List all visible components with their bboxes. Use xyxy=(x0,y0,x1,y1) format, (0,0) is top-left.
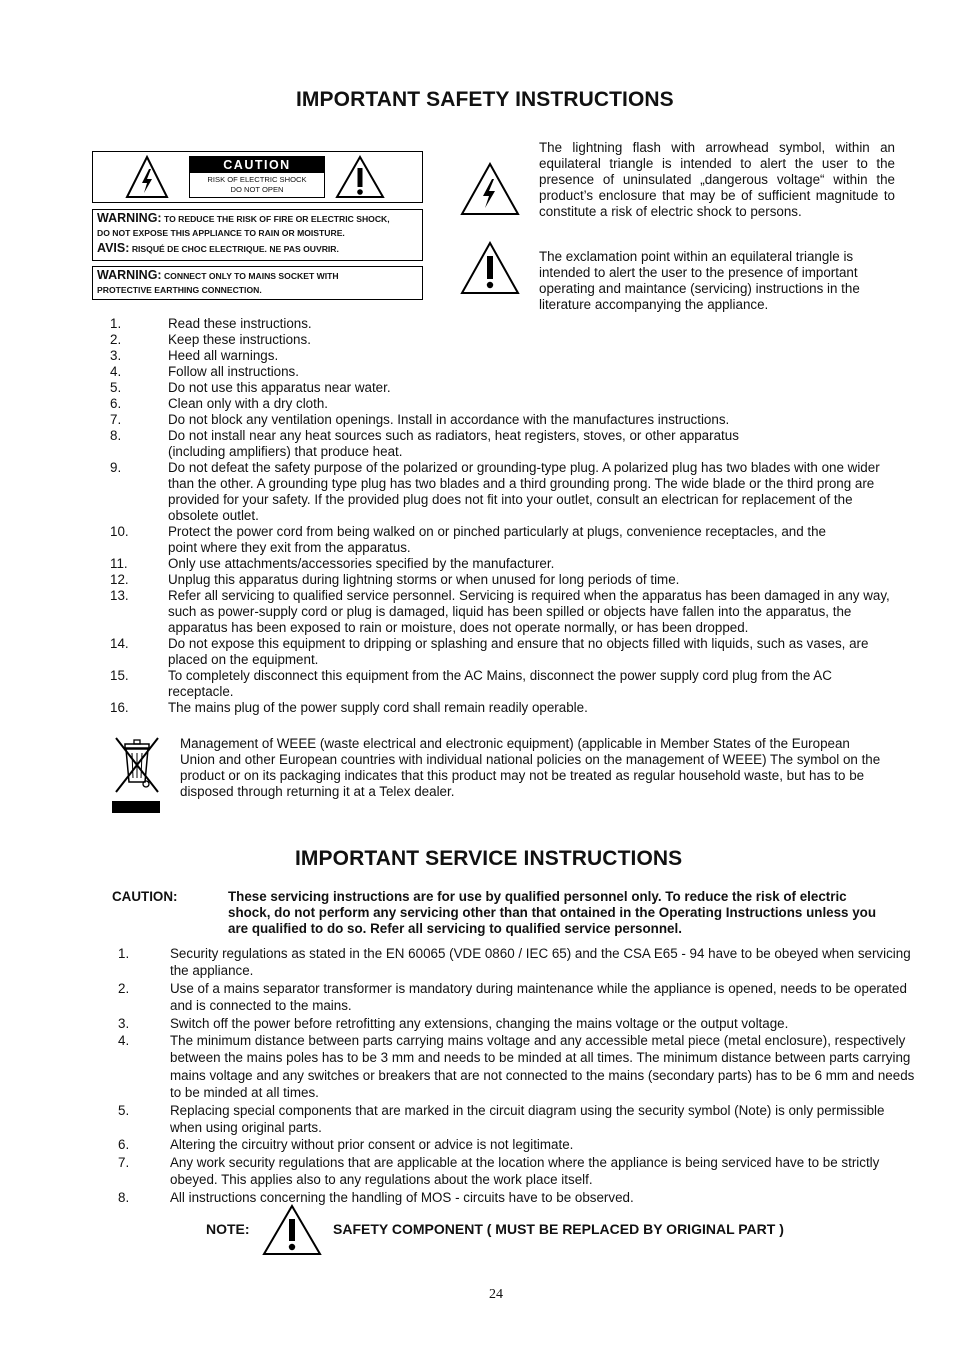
list-item xyxy=(110,332,900,348)
list-item xyxy=(112,1189,918,1206)
item-number: 9. xyxy=(110,460,122,475)
item-number: 10. xyxy=(110,524,129,539)
item-number: 15. xyxy=(110,668,129,683)
caution-label-box xyxy=(92,151,423,203)
warning1-line1 xyxy=(97,213,390,225)
item-number: 2. xyxy=(118,980,130,996)
item-text: Heed all warnings. xyxy=(168,348,279,363)
warning2-text1: CONNECT ONLY TO MAINS SOCKET WITH xyxy=(163,271,339,281)
list-item xyxy=(110,428,900,460)
item-number: 8. xyxy=(110,428,122,443)
item-text: Read these instructions. xyxy=(168,316,312,331)
item-number: 1. xyxy=(118,946,130,961)
service-caution-text: These servicing instructions are for use by qualified personnel only. To reduce the risk of electric shock, do not perform any servicing other than that ontained in the Operating Instructions unless you are qualified to do so. Refer all servicing to qualified service personnel. xyxy=(228,889,877,936)
list-item xyxy=(112,945,918,980)
item-number: 7. xyxy=(118,1154,130,1170)
item-number: 16. xyxy=(110,700,129,715)
item-text: Do not block any ventilation openings. Install in accordance with the manufactures instructions. xyxy=(168,412,730,427)
item-text: Protect the power cord from being walked on or pinched particularly at plugs, convenience receptacles, and the point where they exit from the apparatus. xyxy=(168,524,827,555)
item-number: 6. xyxy=(118,1137,130,1153)
caution-banner xyxy=(189,156,325,198)
list-item xyxy=(110,524,900,556)
list-item xyxy=(112,1102,918,1137)
warning2-text2: PROTECTIVE EARTHING CONNECTION. xyxy=(97,285,262,295)
list-item xyxy=(110,588,900,636)
item-text: All instructions concerning the handling of MOS - circuits have to be observed. xyxy=(170,1189,634,1205)
list-item xyxy=(110,380,900,396)
caution-sub2: DO NOT OPEN xyxy=(230,185,284,194)
item-number: 1. xyxy=(110,316,122,331)
warning1-text2: DO NOT EXPOSE THIS APPLIANCE TO RAIN OR MOISTURE. xyxy=(97,228,345,238)
item-text: The mains plug of the power supply cord shall remain readily operable. xyxy=(168,700,588,715)
item-number: 3. xyxy=(110,348,122,363)
item-text: Clean only with a dry cloth. xyxy=(168,396,329,411)
list-item xyxy=(112,1015,918,1032)
avis-text: RISQUÉ DE CHOC ELECTRIQUE. NE PAS OUVRIR. xyxy=(131,244,339,254)
avis-label: AVIS: xyxy=(97,241,130,255)
list-item xyxy=(112,980,918,1015)
caution-sub1: RISK OF ELECTRIC SHOCK xyxy=(207,175,307,184)
item-text: Unplug this apparatus during lightning storms or when unused for long periods of time. xyxy=(168,572,680,587)
list-item xyxy=(112,1154,918,1189)
note-text: SAFETY COMPONENT ( MUST BE REPLACED BY ORIGINAL PART ) xyxy=(333,1221,784,1237)
item-text: To completely disconnect this equipment from the AC Mains, disconnect the power supply cord plug from the AC receptacle. xyxy=(168,668,832,699)
list-item xyxy=(110,556,900,572)
item-number: 12. xyxy=(110,572,129,587)
item-text: Use of a mains separator transformer is mandatory during maintenance while the appliance is opened, needs to be operated and is connected to the mains. xyxy=(170,980,907,1014)
item-text: Do not install near any heat sources such as radiators, heat registers, stoves, or other apparatus (including amplifiers) that produce heat. xyxy=(168,428,739,459)
item-number: 5. xyxy=(110,380,122,395)
warning1-label: WARNING: xyxy=(97,211,162,225)
item-text: Any work security regulations that are applicable at the location where the appliance is being serviced have to be strictly obeyed. This applies also to any regulations about the work place itself. xyxy=(170,1154,880,1188)
item-number: 14. xyxy=(110,636,129,651)
item-number: 3. xyxy=(118,1015,130,1031)
item-number: 11. xyxy=(110,556,128,571)
exclamation-explanation: The exclamation point within an equilateral triangle is intended to alert the user to the presence of important operating and maintance (servicing) instructions in the literature accompanying the appliance. xyxy=(539,249,860,312)
item-text: Do not defeat the safety purpose of the polarized or grounding-type plug. A polarized plug has two blades with one wider than the other. A grounding type plug has two blades and a third grounding prong. The wide blade or the third prong are provided for your safety. If the provided plug does not fit into your outlet, consult an electrican for replacement of the obsolete outlet. xyxy=(168,460,880,523)
item-text: Switch off the power before retrofitting any extensions, changing the mains voltage or the output voltage. xyxy=(170,1015,789,1031)
lightning-triangle-icon xyxy=(460,162,520,216)
list-item xyxy=(110,316,900,332)
list-item xyxy=(110,412,900,428)
list-item xyxy=(110,364,900,380)
item-number: 4. xyxy=(118,1033,130,1049)
avis-line xyxy=(97,243,339,255)
item-text: Follow all instructions. xyxy=(168,364,299,379)
item-text: Only use attachments/accessories specified by the manufacturer. xyxy=(168,556,555,571)
exclamation-triangle-icon xyxy=(460,241,520,295)
page-number: 24 xyxy=(489,1287,503,1302)
list-item xyxy=(112,1136,918,1153)
item-text: Do not expose this equipment to dripping or splashing and ensure that no objects filled with liquids, such as vases, are placed on the equipment. xyxy=(168,636,869,667)
list-item xyxy=(110,572,900,588)
list-item xyxy=(110,636,900,668)
lightning-explanation: The lightning flash with arrowhead symbol, within an equilateral triangle is intended to alert the user to the presence of uninsulated „dangerous voltage“ within the product’s enclosure that may be of sufficient magnitude to constitute a risk of electric shock to persons. xyxy=(539,140,895,219)
list-item xyxy=(110,396,900,412)
item-text: Do not use this apparatus near water. xyxy=(168,380,391,395)
warning-box-rain xyxy=(92,209,423,261)
item-text: Replacing special components that are marked in the circuit diagram using the security symbol (Note) is only permissible when using original parts. xyxy=(170,1102,885,1136)
warning2-label: WARNING: xyxy=(97,268,162,282)
warning-box-earthing xyxy=(92,266,423,300)
item-number: 5. xyxy=(118,1102,130,1118)
item-text: Keep these instructions. xyxy=(168,332,311,347)
item-number: 7. xyxy=(110,412,122,427)
item-text: Altering the circuitry without prior consent or advice is not legitimate. xyxy=(170,1137,574,1153)
caution-heading: CAUTION xyxy=(190,157,324,173)
service-title: IMPORTANT SERVICE INSTRUCTIONS xyxy=(295,847,683,870)
item-text: Security regulations as stated in the EN 60065 (VDE 0860 / IEC 65) and the CSA E65 - 94 have to be obeyed when servicing the appliance. xyxy=(170,946,911,979)
service-caution-label: CAUTION: xyxy=(112,889,178,904)
item-text: The minimum distance between parts carrying mains voltage and any accessible metal piece (metal enclosure), respectively between the mains poles has to be 3 mm and needs to be minded at all times. The minimum distance between parts carrying mains voltage and any switches or breakers that are not connected to the mains (secondary parts) has to be 6 mm and needs to be minded at all times. xyxy=(170,1033,915,1101)
safety-instructions-list xyxy=(110,316,900,716)
list-item xyxy=(112,1032,918,1102)
weee-crossed-bin-icon xyxy=(108,734,164,816)
item-number: 4. xyxy=(110,364,122,379)
item-number: 6. xyxy=(110,396,122,411)
list-item xyxy=(110,348,900,364)
note-label: NOTE: xyxy=(206,1221,250,1237)
item-number: 13. xyxy=(110,588,129,603)
service-instructions-list xyxy=(112,945,918,1206)
item-number: 8. xyxy=(118,1189,130,1205)
list-item xyxy=(110,668,900,700)
safety-exclamation-icon xyxy=(262,1204,322,1256)
warning1-text1: TO REDUCE THE RISK OF FIRE OR ELECTRIC SHOCK, xyxy=(163,214,390,224)
exclamation-icon xyxy=(335,155,385,199)
warning2-line1 xyxy=(97,270,339,282)
list-item xyxy=(110,460,900,524)
list-item xyxy=(110,700,900,716)
item-number: 2. xyxy=(110,332,122,347)
weee-text: Management of WEEE (waste electrical and electronic equipment) (applicable in Member States of the European Union and other European countries with individual national policies on the management of WEEE) The symbol on the product or on its packaging indicates that this product may not be treated as regular household waste, but has to be disposed through returning it at a Telex dealer. xyxy=(180,736,881,799)
safety-title: IMPORTANT SAFETY INSTRUCTIONS xyxy=(296,88,674,111)
item-text: Refer all servicing to qualified service personnel. Servicing is required when the apparatus has been damaged in any way, such as power-supply cord or plug is damaged, liquid has been spilled or objects have fallen into the apparatus, the apparatus has been exposed to rain or moisture, does not operate normally, or has been dropped. xyxy=(168,588,890,635)
lightning-icon xyxy=(125,155,169,199)
